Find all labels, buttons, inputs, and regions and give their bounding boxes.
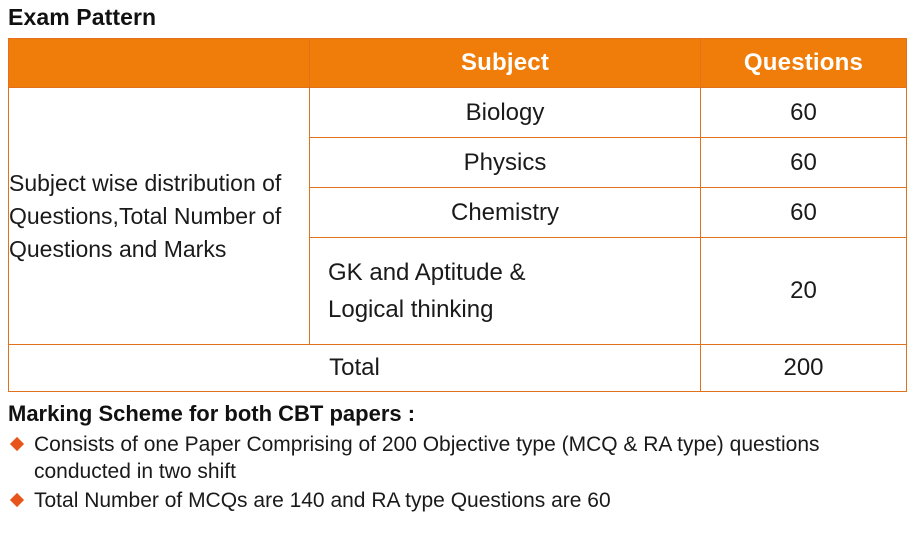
subject-gk-line1: GK and Aptitude &	[328, 259, 526, 287]
subject-cell-biology: Biology	[310, 88, 701, 138]
table-header-subject: Subject	[310, 39, 701, 88]
questions-cell-gk-aptitude: 20	[701, 238, 907, 345]
table-header	[9, 39, 907, 88]
table-row	[9, 88, 907, 138]
row-label-cell: Subject wise distribution of Questions,Total Number of Questions and Marks	[9, 88, 310, 345]
total-label-cell: Total	[9, 345, 701, 392]
list-item	[10, 431, 903, 486]
list-item	[10, 487, 903, 514]
marking-scheme-title: Marking Scheme for both CBT papers :	[8, 401, 416, 427]
table-header-row	[9, 39, 907, 88]
total-questions-cell: 200	[701, 345, 907, 392]
table-header-blank	[9, 39, 310, 88]
questions-cell-chemistry: 60	[701, 188, 907, 238]
table-header-questions: Questions	[701, 39, 907, 88]
table-total-row	[9, 345, 907, 392]
table-body	[9, 88, 907, 392]
subject-cell-physics: Physics	[310, 138, 701, 188]
list-item-text: Consists of one Paper Comprising of 200 Objective type (MCQ & RA type) questions conducted in two shift	[34, 432, 820, 484]
subject-gk-line2: Logical thinking	[328, 296, 494, 324]
questions-cell-biology: 60	[701, 88, 907, 138]
subject-cell-chemistry: Chemistry	[310, 188, 701, 238]
exam-pattern-table	[8, 38, 907, 392]
list-item-text: Total Number of MCQs are 140 and RA type Questions are 60	[34, 489, 611, 513]
marking-scheme-list	[6, 431, 903, 515]
questions-cell-physics: 60	[701, 138, 907, 188]
page-title: Exam Pattern	[8, 4, 157, 30]
diamond-bullet-icon	[10, 437, 24, 451]
subject-cell-gk-aptitude	[310, 238, 701, 345]
diamond-bullet-icon	[10, 493, 24, 507]
